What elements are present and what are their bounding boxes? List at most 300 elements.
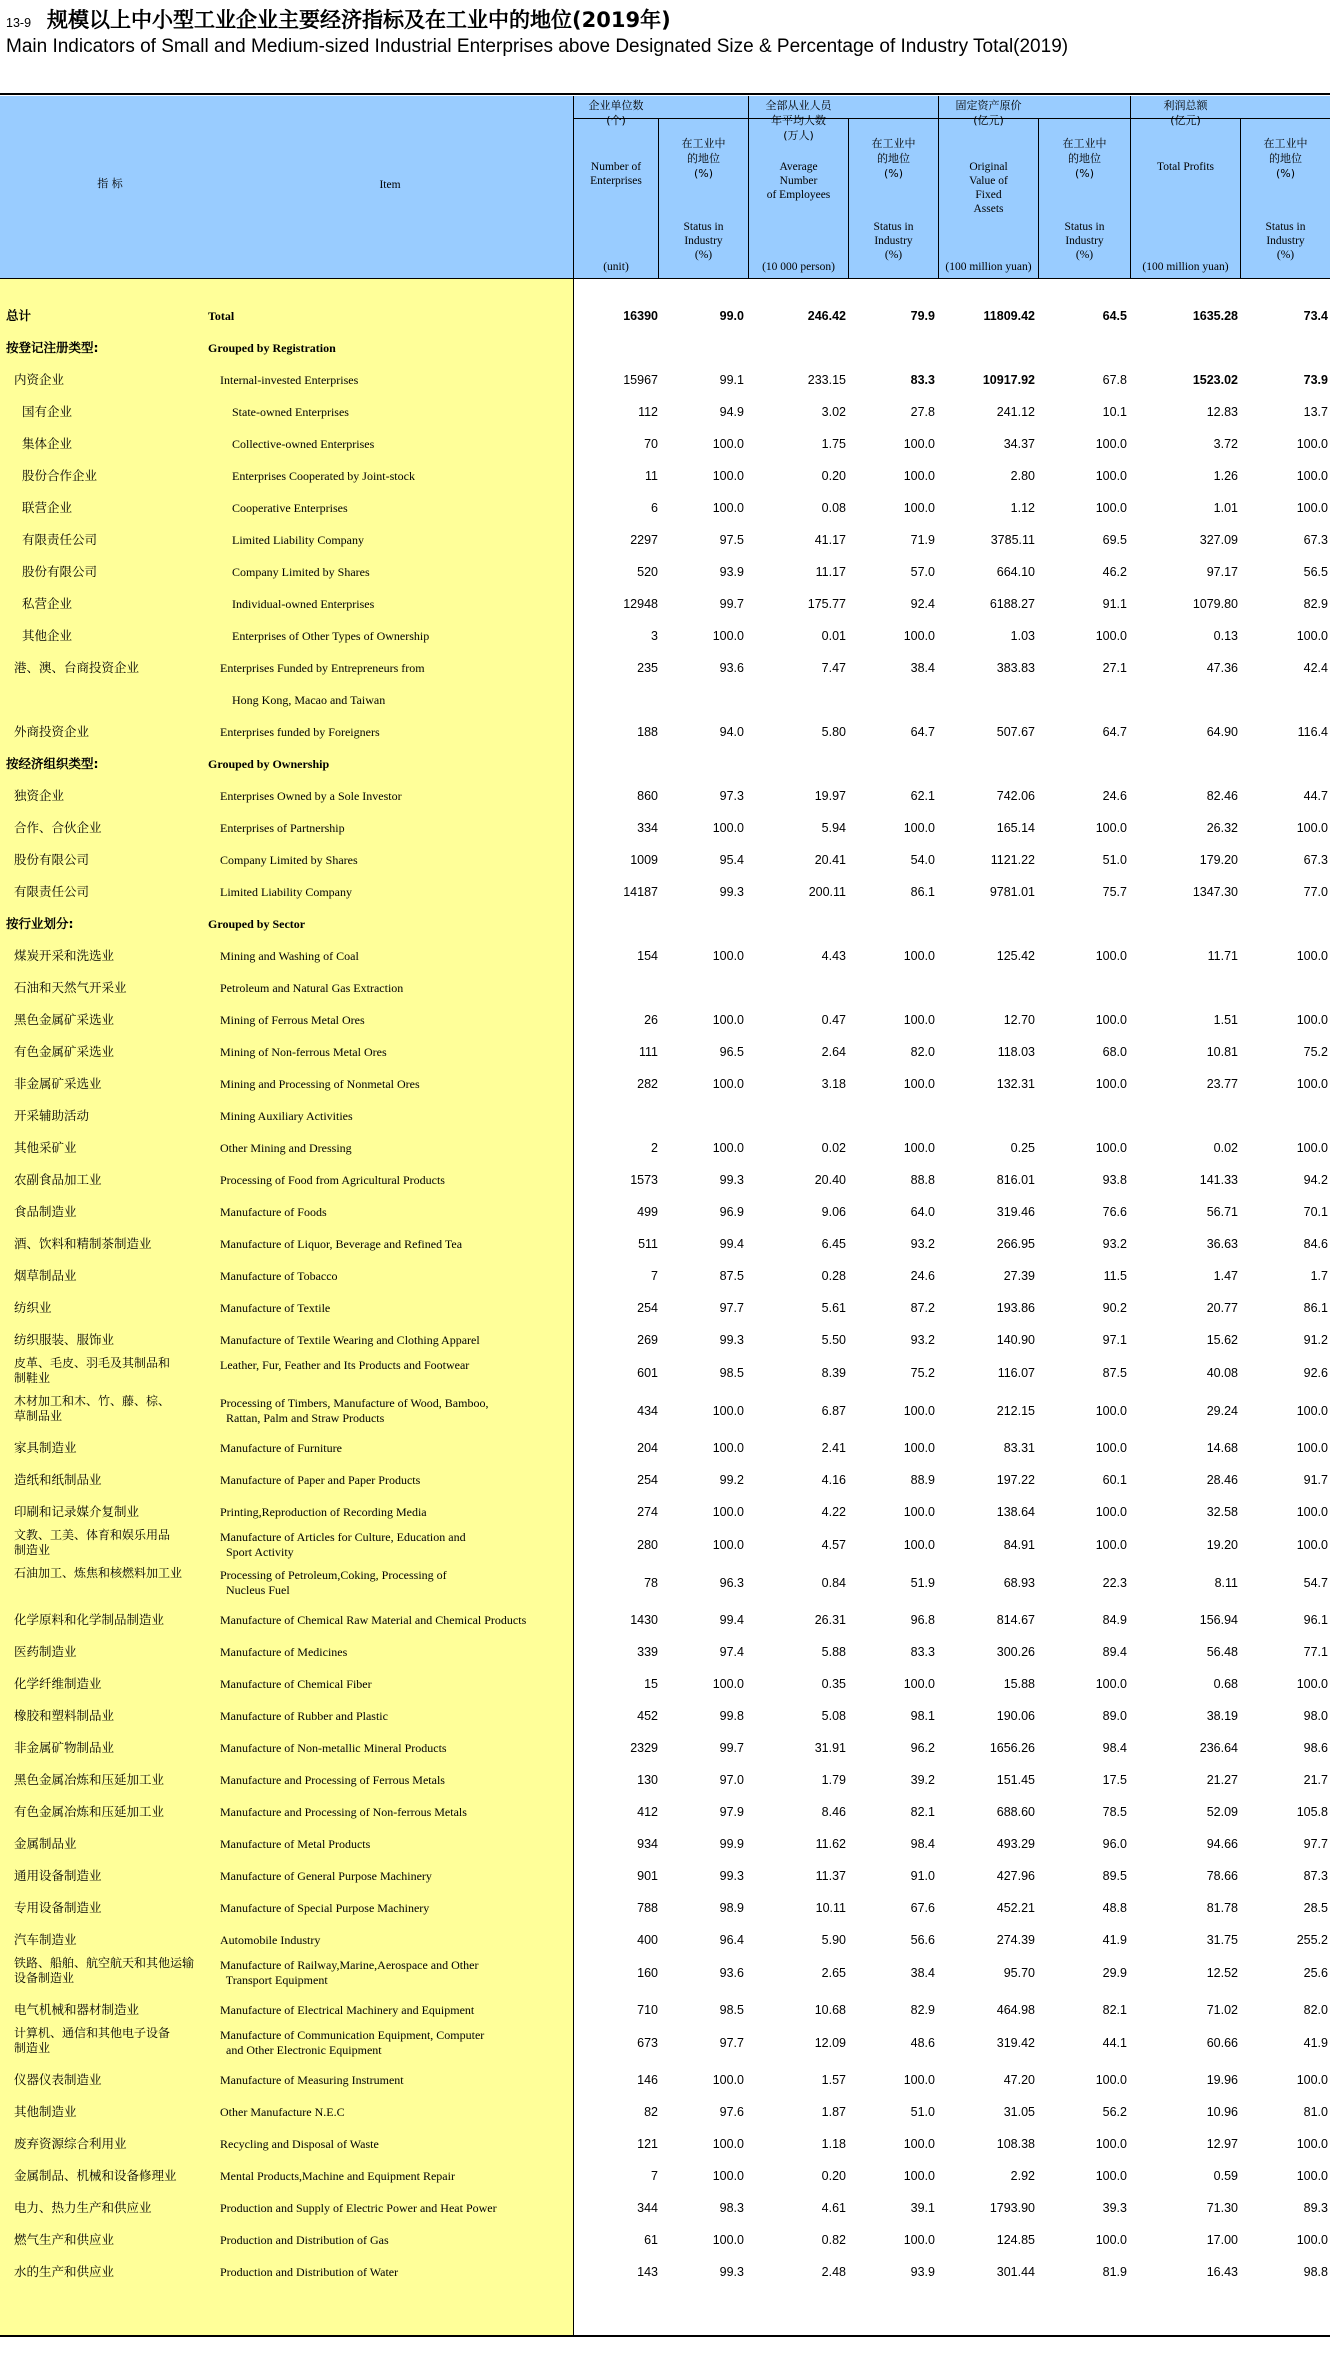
cell-col2: 97.0 [719, 1773, 744, 1787]
cell-col8: 100.0 [1296, 1077, 1328, 1091]
cell-col1: 82 [644, 2105, 658, 2119]
row-label-cn: 金属制品业 [14, 1836, 77, 1851]
table-row [0, 1004, 1330, 1036]
cell-col2: 100.0 [712, 2073, 744, 2087]
row-label-en: Limited Liability Company [232, 533, 364, 547]
cell-col3: 0.28 [821, 1269, 846, 1283]
table-row [0, 1356, 1330, 1394]
row-label-cn: 按登记注册类型: [6, 340, 99, 355]
cell-col3: 0.47 [821, 1013, 846, 1027]
cell-col7: 17.00 [1206, 2233, 1238, 2247]
cell-col7: 26.32 [1206, 821, 1238, 835]
cell-col6: 100.0 [1095, 2137, 1127, 2151]
cell-col2: 97.7 [719, 1301, 744, 1315]
cell-col2: 99.2 [719, 1473, 744, 1487]
cell-col3: 7.47 [821, 661, 846, 675]
row-label-cn: 有限责任公司 [14, 884, 90, 899]
row-label-cn: 电气机械和器材制造业 [14, 2002, 140, 2017]
cell-col3: 5.80 [821, 725, 846, 739]
cell-col3: 31.91 [814, 1741, 846, 1755]
cell-col1: 2 [651, 1141, 658, 1155]
cell-col4: 100.0 [903, 2169, 935, 2183]
table-row [0, 1464, 1330, 1496]
cell-col8: 98.6 [1303, 1741, 1328, 1755]
cell-col4: 100.0 [903, 1013, 935, 1027]
cell-col3: 0.35 [821, 1677, 846, 1691]
table-row [0, 652, 1330, 684]
cell-col8: 21.7 [1303, 1773, 1328, 1787]
table-row [0, 780, 1330, 812]
cell-col6: 81.9 [1102, 2265, 1127, 2279]
cell-col4: 96.2 [910, 1741, 935, 1755]
cell-col8: 100.0 [1296, 629, 1328, 643]
cell-col5: 31.05 [1003, 2105, 1035, 2119]
cell-col2: 99.3 [719, 1333, 744, 1347]
cell-col5: 383.83 [996, 661, 1035, 675]
row-label-en: Grouped by Sector [208, 917, 306, 931]
table-row [0, 748, 1330, 780]
table-row [0, 620, 1330, 652]
cell-col8: 67.3 [1303, 853, 1328, 867]
cell-col2: 100.0 [712, 1013, 744, 1027]
cell-col4: 51.9 [910, 1576, 935, 1590]
cell-col5: 2.92 [1010, 2169, 1035, 2183]
row-label-en: Enterprises Owned by a Sole Investor [220, 789, 402, 803]
cell-col6: 100.0 [1095, 1505, 1127, 1519]
cell-col2: 99.7 [719, 597, 744, 611]
cell-col4: 100.0 [903, 501, 935, 515]
cell-col3: 6.45 [821, 1237, 846, 1251]
cell-col3: 9.06 [821, 1205, 846, 1219]
row-label-cn: 石油和天然气开采业 [14, 980, 127, 995]
cell-col3: 10.11 [815, 1901, 846, 1915]
cell-col8: 100.0 [1296, 2137, 1328, 2151]
cell-col7: 0.02 [1213, 1141, 1238, 1155]
cell-col6: 100.0 [1095, 501, 1127, 515]
row-label-en: Production and Distribution of Gas [220, 2233, 389, 2247]
cell-col5: 452.21 [996, 1901, 1035, 1915]
cell-col2: 97.3 [719, 789, 744, 803]
table-row [0, 588, 1330, 620]
cell-col5: 12.70 [1003, 1013, 1035, 1027]
cell-col2: 99.3 [719, 885, 744, 899]
row-label-cn: 酒、饮料和精制茶制造业 [14, 1236, 152, 1251]
cell-col8: 77.1 [1303, 1645, 1328, 1659]
row-label-en: Other Manufacture N.E.C [220, 2105, 345, 2119]
row-label-cn: 文教、工美、体育和娱乐用品 制造业 [14, 1528, 171, 1557]
cell-col7: 12.83 [1206, 405, 1238, 419]
row-label-cn: 橡胶和塑料制品业 [14, 1708, 115, 1723]
row-label-cn: 按行业划分: [6, 916, 74, 931]
cell-col1: 1009 [630, 853, 658, 867]
cell-col3: 19.97 [814, 789, 846, 803]
row-label-en: Manufacture of Medicines [220, 1645, 348, 1659]
cell-col3: 4.16 [821, 1473, 846, 1487]
cell-col4: 67.6 [910, 1901, 935, 1915]
cell-col3: 0.02 [821, 1141, 846, 1155]
table-row [0, 1528, 1330, 1566]
row-label-cn: 造纸和纸制品业 [14, 1472, 102, 1487]
table-row [0, 684, 1330, 716]
table-row [0, 1636, 1330, 1668]
table-row [0, 460, 1330, 492]
cell-col4: 24.6 [910, 1269, 935, 1283]
row-label-cn: 股份有限公司 [22, 564, 98, 579]
cell-col4: 100.0 [903, 437, 935, 451]
table-row [0, 1956, 1330, 1994]
cell-col5: 1.03 [1010, 629, 1035, 643]
cell-col2: 100.0 [712, 1538, 744, 1552]
cell-col1: 334 [637, 821, 658, 835]
row-label-en: Company Limited by Shares [232, 565, 370, 579]
table-row [0, 2026, 1330, 2064]
cell-col2: 99.1 [719, 373, 744, 387]
cell-col5: 0.25 [1010, 1141, 1035, 1155]
cell-col1: 7 [651, 2169, 658, 2183]
cell-col6: 51.0 [1102, 853, 1127, 867]
cell-col3: 2.65 [821, 1966, 846, 1980]
col3-header-cn: 全部从业人员 年平均人数 (万人) [765, 99, 832, 142]
cell-col5: 116.07 [997, 1366, 1035, 1380]
cell-col2: 98.5 [719, 1366, 744, 1380]
cell-col8: 87.3 [1303, 1869, 1328, 1883]
row-label-en: Manufacture of Electrical Machinery and Equipment [220, 2003, 475, 2017]
top-rule [0, 93, 1330, 95]
cell-col3: 246.42 [807, 309, 846, 323]
cell-col5: 9781.01 [989, 885, 1035, 899]
cell-col1: 452 [637, 1709, 658, 1723]
cell-col6: 90.2 [1102, 1301, 1127, 1315]
row-label-en: Manufacture of Textile Wearing and Clothing Apparel [220, 1333, 480, 1347]
cell-col1: 6 [651, 501, 658, 515]
cell-col2: 96.3 [719, 1576, 744, 1590]
cell-col6: 27.1 [1102, 661, 1127, 675]
cell-col1: 673 [637, 2036, 658, 2050]
cell-col7: 11.71 [1207, 949, 1238, 963]
cell-col2: 99.7 [719, 1741, 744, 1755]
row-label-cn: 金属制品、机械和设备修理业 [14, 2168, 177, 2183]
row-label-en: Enterprises Cooperated by Joint-stock [232, 469, 415, 483]
cell-col8: 81.0 [1303, 2105, 1328, 2119]
row-label-cn: 石油加工、炼焦和核燃料加工业 [14, 1566, 183, 1580]
table-row [0, 1860, 1330, 1892]
cell-col5: 1121.22 [990, 853, 1035, 867]
cell-col6: 100.0 [1095, 2169, 1127, 2183]
cell-col4: 83.3 [910, 1645, 935, 1659]
cell-col1: 254 [637, 1301, 658, 1315]
cell-col5: 212.15 [996, 1404, 1035, 1418]
cell-col4: 100.0 [903, 469, 935, 483]
item-header: Item [379, 179, 401, 191]
cell-col5: 151.45 [996, 1773, 1035, 1787]
cell-col4: 100.0 [903, 949, 935, 963]
cell-col1: 12948 [623, 597, 658, 611]
cell-col2: 97.6 [719, 2105, 744, 2119]
row-label-en: Mining of Ferrous Metal Ores [220, 1013, 365, 1027]
cell-col8: 100.0 [1296, 1538, 1328, 1552]
row-label-en: Mining and Processing of Nonmetal Ores [220, 1077, 420, 1091]
cell-col8: 100.0 [1296, 1013, 1328, 1027]
cell-col2: 99.3 [719, 1869, 744, 1883]
table-row [0, 716, 1330, 748]
cell-col6: 100.0 [1095, 629, 1127, 643]
cell-col8: 28.5 [1303, 1901, 1328, 1915]
row-label-en: Manufacture of Foods [220, 1205, 327, 1219]
cell-col1: 710 [637, 2003, 658, 2017]
cell-col8: 100.0 [1296, 821, 1328, 835]
cell-col6: 100.0 [1095, 821, 1127, 835]
cell-col8: 97.7 [1303, 1837, 1328, 1851]
cell-col5: 125.42 [996, 949, 1035, 963]
cell-col7: 1.26 [1213, 469, 1238, 483]
row-label-en: Production and Distribution of Water [220, 2265, 399, 2279]
cell-col7: 31.75 [1206, 1933, 1238, 1947]
cell-col1: 860 [637, 789, 658, 803]
row-label-en: Manufacture of Measuring Instrument [220, 2073, 404, 2087]
row-label-en: Manufacture of Special Purpose Machinery [220, 1901, 430, 1915]
cell-col5: 11809.42 [983, 309, 1035, 323]
cell-col8: 54.7 [1303, 1576, 1328, 1590]
table-row [0, 1496, 1330, 1528]
cell-col5: 34.37 [1003, 437, 1035, 451]
cell-col1: 160 [637, 1966, 658, 1980]
table-row [0, 1566, 1330, 1604]
cell-col7: 12.52 [1206, 1966, 1238, 1980]
row-label-cn: 水的生产和供应业 [14, 2264, 115, 2279]
cell-col8: 100.0 [1296, 1505, 1328, 1519]
cell-col1: 412 [637, 1805, 658, 1819]
cell-col6: 64.7 [1102, 725, 1127, 739]
cell-col7: 236.64 [1199, 1741, 1238, 1755]
row-label-cn: 医药制造业 [14, 1644, 77, 1659]
cell-col3: 5.50 [821, 1333, 846, 1347]
cell-col7: 1523.02 [1192, 373, 1238, 387]
cell-col2: 100.0 [712, 1505, 744, 1519]
cell-col8: 82.9 [1303, 597, 1328, 611]
cell-col1: 274 [637, 1505, 658, 1519]
cell-col3: 175.77 [807, 597, 846, 611]
col1-unit: (unit) [603, 261, 629, 273]
cell-col2: 96.5 [719, 1045, 744, 1059]
cell-col4: 38.4 [910, 1966, 935, 1980]
cell-col5: 1793.90 [989, 2201, 1035, 2215]
cell-col1: 16390 [623, 309, 658, 323]
cell-col1: 154 [637, 949, 658, 963]
table-row [0, 1196, 1330, 1228]
cell-col2: 93.9 [719, 565, 744, 579]
cell-col8: 100.0 [1296, 1141, 1328, 1155]
table-row [0, 428, 1330, 460]
row-label-cn: 国有企业 [22, 404, 73, 419]
cell-col1: 269 [637, 1333, 658, 1347]
cell-col3: 2.48 [821, 2265, 846, 2279]
cell-col6: 100.0 [1095, 1013, 1127, 1027]
cell-col7: 28.46 [1206, 1473, 1238, 1487]
row-label-cn: 股份合作企业 [22, 468, 98, 483]
cell-col3: 6.87 [821, 1404, 846, 1418]
table-row [0, 1892, 1330, 1924]
cell-col1: 788 [637, 1901, 658, 1915]
cell-col7: 94.66 [1206, 1837, 1238, 1851]
row-label-cn: 纺织业 [14, 1300, 52, 1315]
cell-col7: 1.51 [1213, 1013, 1238, 1027]
cell-col6: 82.1 [1102, 2003, 1127, 2017]
table-row [0, 332, 1330, 364]
table-row [0, 300, 1330, 332]
cell-col3: 11.17 [815, 565, 846, 579]
row-label-cn: 集体企业 [22, 436, 73, 451]
cell-col1: 111 [638, 1045, 658, 1059]
row-label-en: Manufacture of General Purpose Machinery [220, 1869, 432, 1883]
row-label-en: Enterprises of Partnership [220, 821, 345, 835]
row-label-en: Individual-owned Enterprises [232, 597, 375, 611]
cell-col7: 71.30 [1206, 2201, 1238, 2215]
cell-col1: 15 [644, 1677, 658, 1691]
cell-col4: 83.3 [910, 373, 935, 387]
cell-col3: 2.64 [821, 1045, 846, 1059]
cell-col5: 301.44 [996, 2265, 1035, 2279]
row-label-cn: 通用设备制造业 [14, 1868, 102, 1883]
cell-col3: 20.41 [814, 853, 846, 867]
row-label-cn: 按经济组织类型: [6, 756, 99, 771]
cell-col3: 8.39 [821, 1366, 846, 1380]
header-bottom-line [0, 278, 1330, 279]
cell-col5: 1.12 [1010, 501, 1035, 515]
table-row [0, 1260, 1330, 1292]
row-label-en: Other Mining and Dressing [220, 1141, 352, 1155]
table-row [0, 1100, 1330, 1132]
col1-header-cn: 企业单位数 (个) [588, 99, 644, 127]
cell-col4: 79.9 [910, 309, 935, 323]
table-row [0, 1924, 1330, 1956]
cell-col5: 118.03 [997, 1045, 1035, 1059]
cell-col5: 132.31 [996, 1077, 1035, 1091]
cell-col7: 47.36 [1206, 661, 1238, 675]
cell-col3: 4.57 [821, 1538, 846, 1552]
table-row [0, 2096, 1330, 2128]
cell-col8: 91.7 [1303, 1473, 1328, 1487]
row-label-en: Manufacture of Non-metallic Mineral Products [220, 1741, 447, 1755]
cell-col6: 17.5 [1102, 1773, 1127, 1787]
row-label-cn: 农副食品加工业 [14, 1172, 102, 1187]
cell-col4: 100.0 [903, 2137, 935, 2151]
cell-col3: 1.79 [821, 1773, 846, 1787]
cell-col6: 10.1 [1102, 405, 1127, 419]
cell-col6: 89.0 [1102, 1709, 1127, 1723]
indicator-header: 指 标 [97, 177, 123, 190]
cell-col6: 91.1 [1102, 597, 1127, 611]
cell-col6: 93.2 [1102, 1237, 1127, 1251]
row-label-en: Manufacture of Metal Products [220, 1837, 371, 1851]
row-label-cn: 烟草制品业 [14, 1268, 77, 1283]
row-label-en: Petroleum and Natural Gas Extraction [220, 981, 404, 995]
cell-col6: 100.0 [1095, 1677, 1127, 1691]
table-row [0, 1828, 1330, 1860]
cell-col3: 5.08 [821, 1709, 846, 1723]
cell-col1: 235 [637, 661, 658, 675]
cell-col1: 26 [644, 1013, 658, 1027]
title-cn-text: 规模以上中小型工业企业主要经济指标及在工业中的地位(2019年) [47, 8, 671, 32]
row-label-cn: 股份有限公司 [14, 852, 90, 867]
cell-col7: 40.08 [1206, 1366, 1238, 1380]
cell-col1: 130 [637, 1773, 658, 1787]
cell-col7: 14.68 [1206, 1441, 1238, 1455]
table-row [0, 972, 1330, 1004]
cell-col6: 69.5 [1102, 533, 1127, 547]
cell-col1: 11 [645, 469, 658, 483]
cell-col1: 520 [637, 565, 658, 579]
cell-col5: 319.42 [996, 2036, 1035, 2050]
col4-header-cn: 在工业中 的地位 (%) [871, 137, 916, 180]
cell-col6: 100.0 [1095, 1538, 1127, 1552]
cell-col4: 62.1 [910, 789, 935, 803]
cell-col5: 197.22 [996, 1473, 1035, 1487]
cell-col5: 493.29 [996, 1837, 1035, 1851]
cell-col8: 98.0 [1303, 1709, 1328, 1723]
cell-col6: 24.6 [1102, 789, 1127, 803]
row-label-en: Processing of Timbers, Manufacture of Wood, Bamboo, Rattan, Palm and Straw Products [220, 1396, 489, 1425]
row-label-cn: 其他企业 [22, 628, 73, 643]
cell-col4: 82.9 [910, 2003, 935, 2017]
cell-col7: 0.59 [1213, 2169, 1238, 2183]
cell-col3: 5.88 [821, 1645, 846, 1659]
cell-col7: 1635.28 [1192, 309, 1238, 323]
cell-col3: 1.18 [821, 2137, 846, 2151]
cell-col1: 344 [637, 2201, 658, 2215]
row-label-en: Manufacture and Processing of Non-ferrous Metals [220, 1805, 467, 1819]
cell-col3: 0.08 [821, 501, 846, 515]
cell-col5: 816.01 [996, 1173, 1035, 1187]
cell-col6: 100.0 [1095, 949, 1127, 963]
row-label-cn: 非金属矿物制品业 [14, 1740, 115, 1755]
row-label-cn: 联营企业 [22, 500, 73, 515]
cell-col7: 81.78 [1206, 1901, 1238, 1915]
row-label-en: Automobile Industry [220, 1933, 321, 1947]
row-label-en: Enterprises Funded by Entrepreneurs from [220, 661, 425, 675]
table-row [0, 492, 1330, 524]
cell-col7: 23.77 [1206, 1077, 1238, 1091]
cell-col7: 0.13 [1213, 629, 1238, 643]
cell-col8: 70.1 [1303, 1205, 1328, 1219]
cell-col8: 1.7 [1310, 1269, 1328, 1283]
row-label-cn: 有色金属冶炼和压延加工业 [14, 1804, 165, 1819]
cell-col6: 56.2 [1102, 2105, 1127, 2119]
cell-col7: 1347.30 [1192, 885, 1238, 899]
cell-col7: 56.48 [1206, 1645, 1238, 1659]
cell-col8: 67.3 [1303, 533, 1328, 547]
cell-col2: 93.6 [719, 1966, 744, 1980]
table-row [0, 1132, 1330, 1164]
table-row [0, 2064, 1330, 2096]
cell-col5: 266.95 [996, 1237, 1035, 1251]
row-label-en: Total [208, 309, 235, 323]
cell-col1: 282 [637, 1077, 658, 1091]
cell-col2: 97.7 [719, 2036, 744, 2050]
cell-col4: 48.6 [910, 2036, 935, 2050]
cell-col8: 25.6 [1303, 1966, 1328, 1980]
cell-col1: 434 [637, 1404, 658, 1418]
cell-col4: 82.0 [910, 1045, 935, 1059]
col5-unit: (100 million yuan) [945, 261, 1032, 273]
cell-col6: 84.9 [1102, 1613, 1127, 1627]
cell-col6: 22.3 [1102, 1576, 1127, 1590]
cell-col4: 56.6 [910, 1933, 935, 1947]
row-label-cn: 私营企业 [22, 596, 73, 611]
cell-col1: 400 [637, 1933, 658, 1947]
cell-col2: 100.0 [712, 821, 744, 835]
row-label-en: Manufacture of Tobacco [220, 1269, 338, 1283]
table-row [0, 1994, 1330, 2026]
